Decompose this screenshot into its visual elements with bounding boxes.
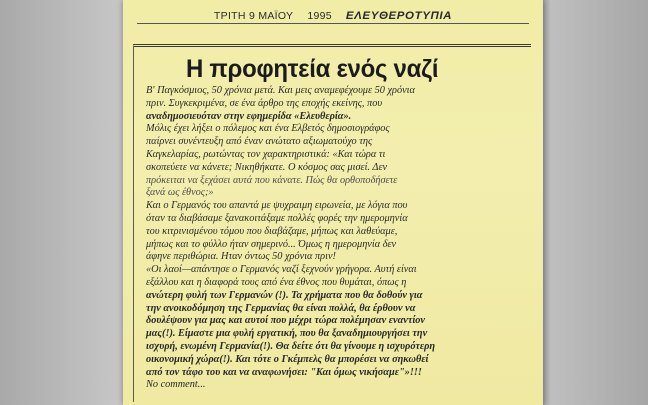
text-line: σκοπεύετε να κάνετε; Νικηθήκατε. Ο κόσμος σας μισεί. Δεν <box>146 161 388 173</box>
text-line: αναδημοσιευόταν στην εφημερίδα «Ελευθερία». <box>146 110 352 122</box>
paragraph-intro <box>146 85 526 123</box>
text-line: ανώτερη φυλή των Γερμανών (!). Τα χρήματα που θα δοθούν για <box>146 289 423 301</box>
text-line: ξανά ως έθνος;» <box>146 187 214 199</box>
text-line: Καγκελαρίας, ρωτώντας τον χαρακτηριστικά: «Και τώρα τι <box>146 148 386 160</box>
text-line: όταν τα διαβάσαμε ξανακοιτάξαμε πολλές φορές την ημερομηνία <box>146 212 408 224</box>
text-line: εξάλλου και η διαφορά τους από ένα έθνος που θυμάται, όπως η <box>146 276 407 288</box>
text-line: μήπως και το φύλλο ήταν σημερινό... Όμως η ημερομηνία δεν <box>146 238 397 250</box>
text-line: παίρνει συνέντευξη από έναν ανώτατο αξιωματούχο της <box>146 136 373 148</box>
paragraph-reply <box>146 200 526 264</box>
text-line: πρόκειται να ξεχάσει αυτά που κάνατε. Πώς θα ορθοποδήσετε <box>146 174 398 186</box>
text-line: Μόλις έχει λήξει ο πόλεμος και ένα Ελβετός δημοσιογράφος <box>146 123 390 135</box>
text-line: μας(!). Είμαστε μια φυλή εργατική, που θα ξαναδημιουργήσει την <box>146 328 428 340</box>
text-line: «Οι λαοί—απάντησε ο Γερμανός ναζί ξεχνούν γρήγορα. Αυτή είναι <box>146 264 417 276</box>
text-line: οικονομική χώρα(!). Και τότε ο Γκέμπελς θα μπορέσει να σηκωθεί <box>146 353 429 365</box>
article-body <box>146 85 526 392</box>
article-headline: Η προφητεία ενός ναζί <box>186 55 439 83</box>
text-line: την ανοικοδόμηση της Γερμανίας θα είναι πολλά, θα έρθουν να <box>146 302 416 314</box>
masthead-divider <box>137 23 529 24</box>
masthead <box>123 0 543 22</box>
text-line: Και ο Γερμανός του απαντά με ψυχραιμη ειρωνεία, με λόγια που <box>146 200 408 212</box>
text-line: Β' Παγκόσμιος, 50 χρόνια μετά. Και μεις αναμεφέχουμε 50 χρόνια <box>146 85 415 96</box>
text-line: δουλέψουν για μας και αυτοί που μέχρι τώρα πολέμησαν εναντίον <box>146 315 425 327</box>
text-line: του κιτρινισμένου τόμου που διαβάζαμε, μήπως και λαθεύαμε, <box>146 225 398 237</box>
article-box <box>133 44 531 402</box>
text-line: άφηνε περιθώρια. Ηταν όντως 50 χρόνια πριν! <box>146 251 336 263</box>
text-line: από τον τάφο του και να αναφωνήσει: "Και όμως νικήσαμε"»!!! <box>146 366 422 378</box>
paragraph-interview <box>146 123 526 200</box>
newspaper-clipping <box>123 0 543 405</box>
clipping-shadow <box>543 0 551 405</box>
masthead-year: 1995 <box>307 10 332 22</box>
masthead-paper-name: ΕΛΕΥΘΕΡΟΤΥΠΙΑ <box>345 10 453 22</box>
text-line: ισχυρή, ενωμένη Γερμανία(!). Θα δείτε ότι θα γίνουμε η ισχυρότερη <box>146 340 436 352</box>
text-line: πριν. Συγκεκριμένα, σε ένα άρθρο της εποχής εκείνης, που <box>146 97 383 109</box>
paragraph-quote <box>146 264 526 379</box>
paragraph-closing <box>146 379 526 392</box>
text-line: No comment... <box>146 379 206 391</box>
masthead-date: ΤΡΙΤΗ 9 ΜΑΪΟΥ <box>213 10 294 22</box>
